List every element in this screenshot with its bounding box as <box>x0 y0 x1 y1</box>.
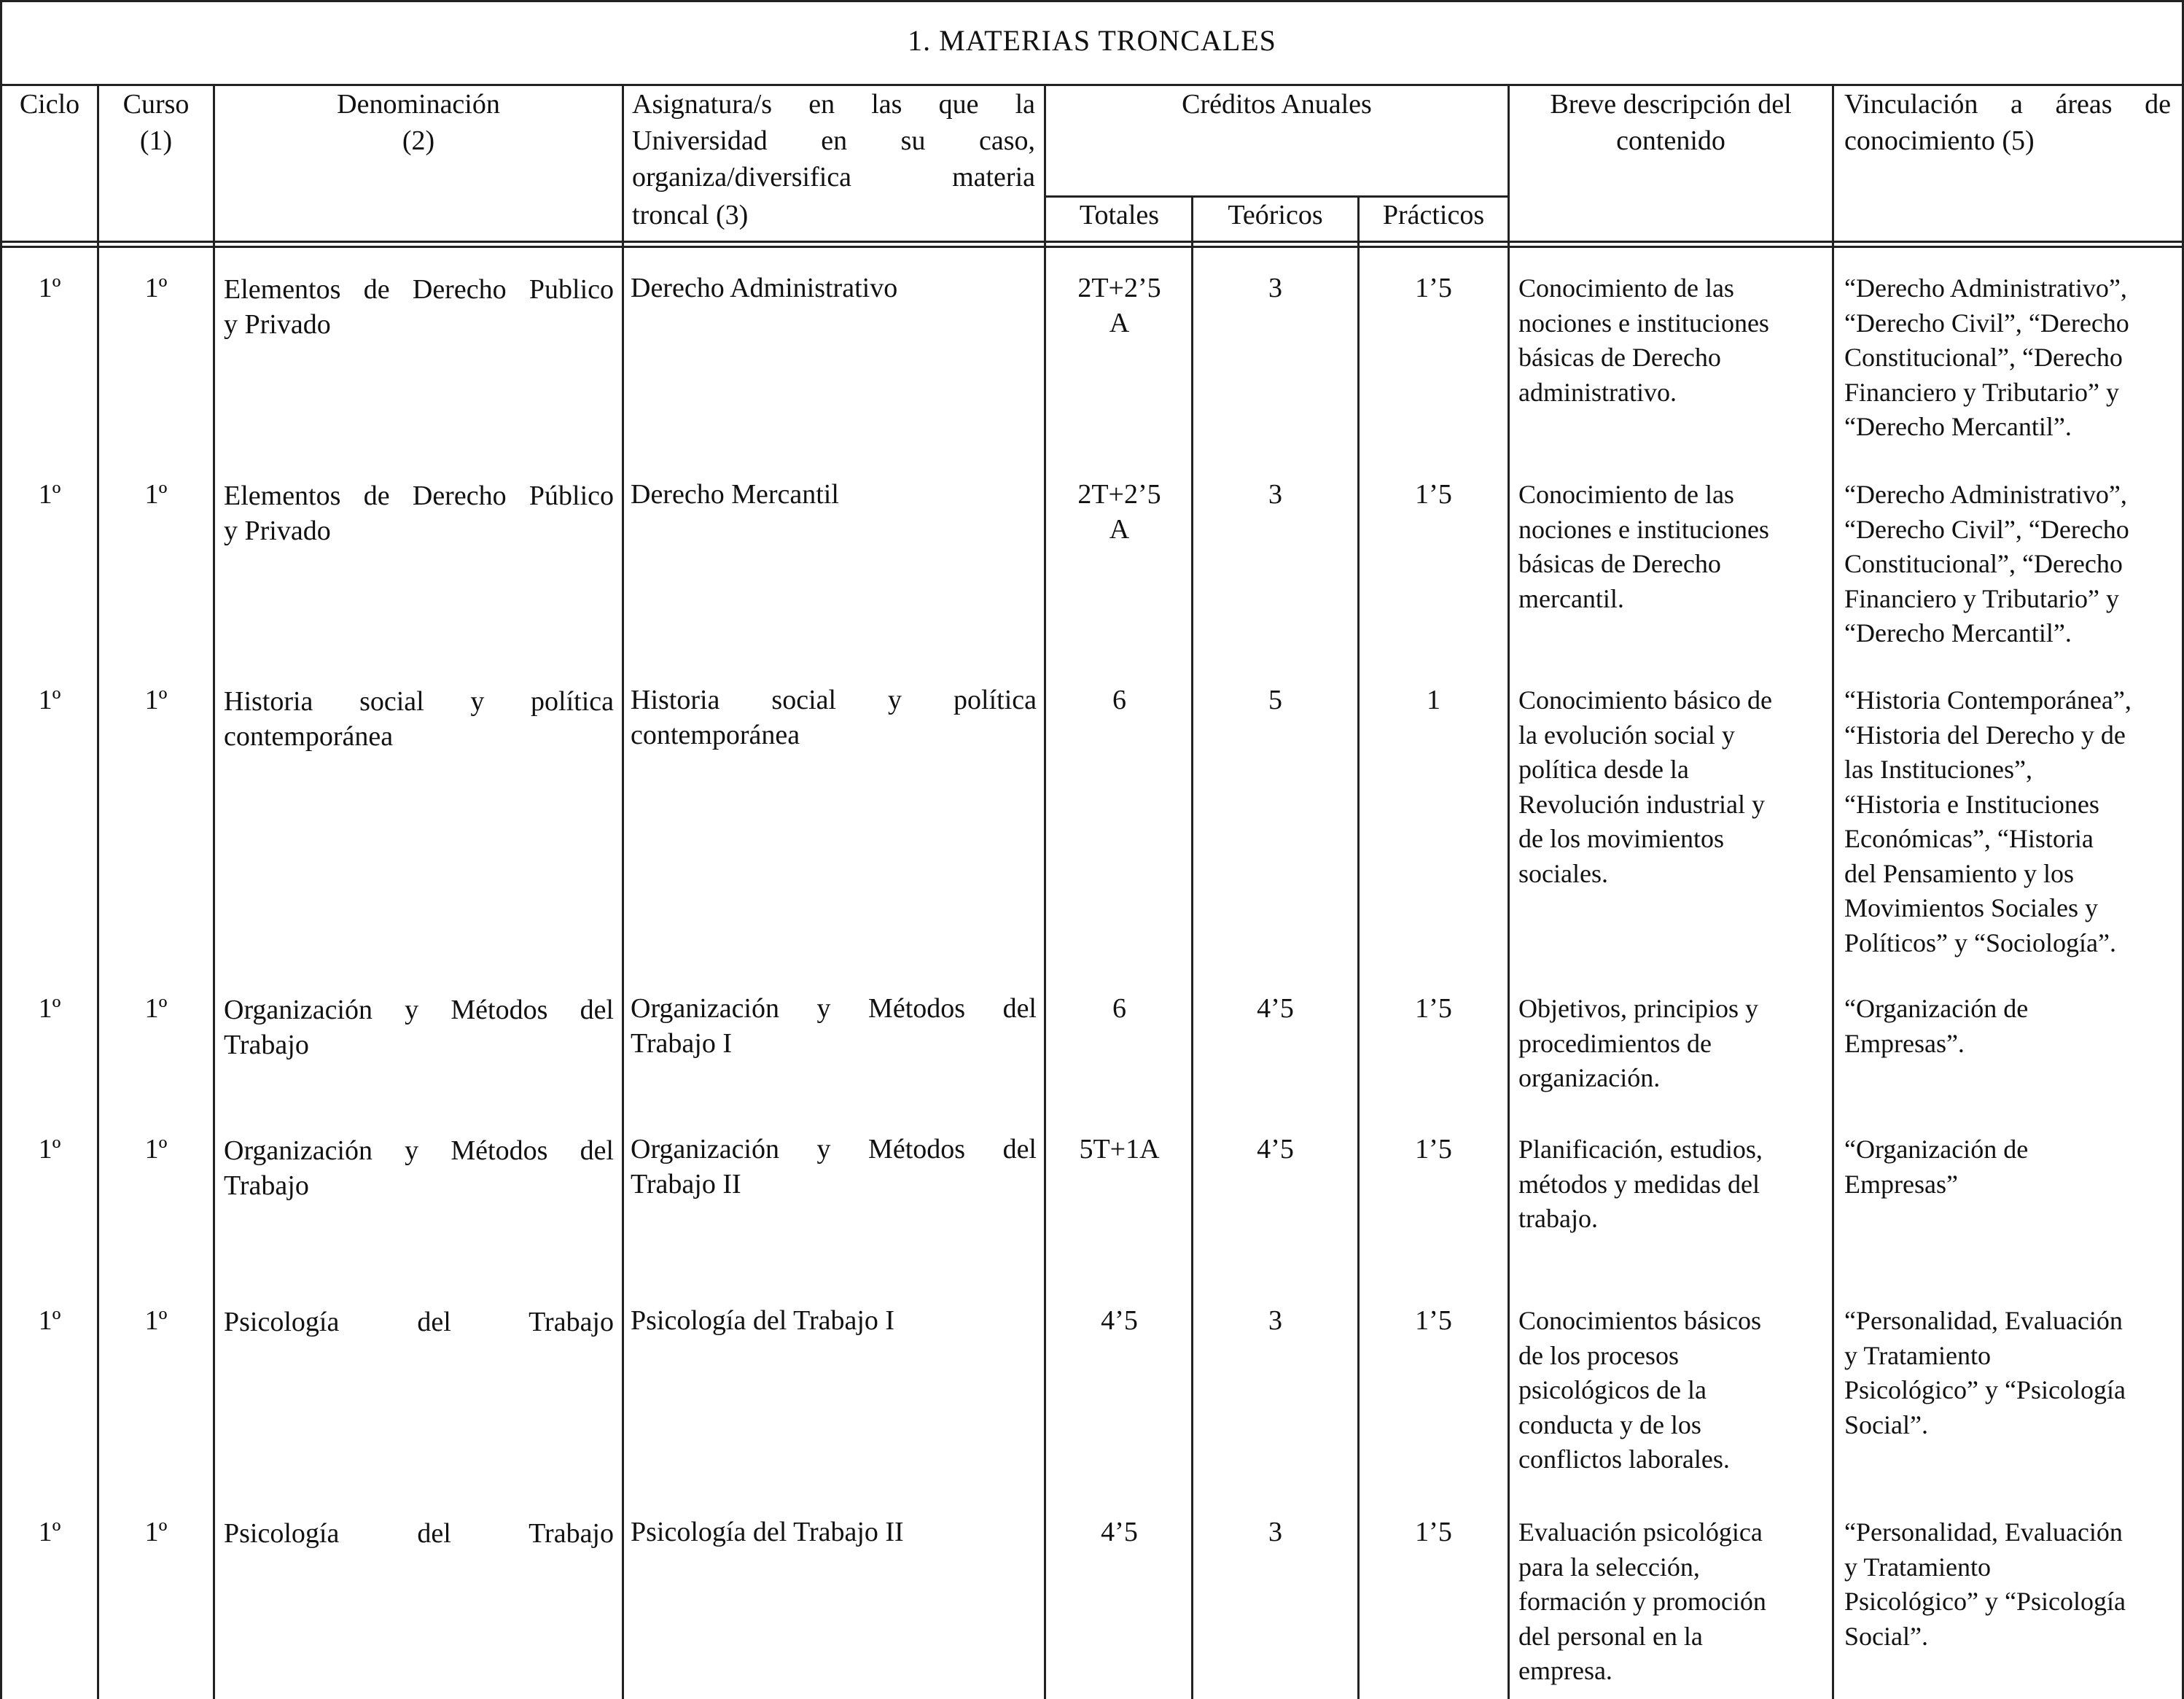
col-divider-curso <box>213 84 215 1699</box>
cell-descripcion-line: Revolución industrial y <box>1518 789 1765 819</box>
header-bottom-line-1 <box>0 241 2184 243</box>
cell-vinculacion-line: del Pensamiento y los <box>1844 858 2074 888</box>
cell-vinculacion-line: Movimientos Sociales y <box>1844 893 2098 922</box>
cell-descripcion-line: métodos y medidas del <box>1518 1169 1760 1199</box>
header-teoricos: Teóricos <box>1228 200 1323 230</box>
col-divider-ciclo <box>97 84 99 1699</box>
cell-vinculacion-line: “Historia Contemporánea”, <box>1844 685 2132 715</box>
header-practicos: Prácticos <box>1382 200 1485 230</box>
cell-practicos: 1’5 <box>1415 1517 1452 1547</box>
cell-descripcion-line: psicológicos de la <box>1518 1375 1707 1404</box>
cell-vinculacion-line: Constitucional”, “Derecho <box>1844 343 2123 372</box>
cell-descripcion-line: del personal en la <box>1518 1621 1703 1651</box>
cell-descripcion-line: Planificación, estudios, <box>1518 1135 1763 1164</box>
col-divider-denominacion <box>622 84 624 1699</box>
cell-ciclo: 1º <box>38 1134 61 1165</box>
table-border-left <box>0 0 2 1699</box>
cell-ciclo: 1º <box>38 685 61 715</box>
cell-curso: 1º <box>144 273 168 303</box>
cell-descripcion-line: para la selección, <box>1518 1552 1700 1582</box>
cell-asignatura-line: Derecho Mercantil <box>631 479 839 510</box>
cell-denominacion-line: y Privado <box>224 308 331 340</box>
cell-denominacion-line: contemporánea <box>224 720 394 752</box>
cell-vinculacion-line: Constitucional”, “Derecho <box>1844 549 2123 578</box>
cell-vinculacion-line: “Derecho Administrativo”, <box>1844 480 2127 509</box>
cell-vinculacion-line: Social”. <box>1844 1621 1928 1651</box>
cell-ciclo: 1º <box>38 273 61 303</box>
cell-totales: 2T+2’5 <box>1077 479 1161 510</box>
cell-vinculacion-line: “Historia e Instituciones <box>1844 789 2099 819</box>
cell-vinculacion-line: Económicas”, “Historia <box>1844 824 2094 853</box>
cell-denominacion-line: Trabajo <box>224 1029 309 1060</box>
cell-curso: 1º <box>144 993 168 1024</box>
col-divider-creditos <box>1508 84 1510 1699</box>
cell-teoricos: 3 <box>1268 273 1282 303</box>
header-asignatura-line: Asignatura/s en las que la <box>632 89 1035 120</box>
cell-totales: 6 <box>1112 685 1126 715</box>
cell-vinculacion-line: “Organización de <box>1844 1135 2029 1164</box>
cell-asignatura-line: Derecho Administrativo <box>631 273 898 303</box>
col-divider-teoricos <box>1357 195 1360 1699</box>
header-breve-descripcion: Breve descripción del <box>1550 89 1792 120</box>
cell-practicos: 1’5 <box>1415 1305 1452 1336</box>
cell-vinculacion-line: Financiero y Tributario” y <box>1844 377 2119 407</box>
cell-totales: 6 <box>1112 993 1126 1024</box>
cell-totales: A <box>1109 307 1130 338</box>
cell-asignatura-line: Psicología del Trabajo II <box>631 1517 904 1547</box>
table-border-top <box>0 0 2184 2</box>
cell-totales: A <box>1109 513 1130 545</box>
cell-descripcion-line: sociales. <box>1518 858 1608 888</box>
cell-descripcion-line: formación y promoción <box>1518 1587 1766 1616</box>
cell-descripcion-line: Evaluación psicológica <box>1518 1517 1763 1547</box>
cell-vinculacion-line: Financiero y Tributario” y <box>1844 583 2119 613</box>
header-curso-note: (1) <box>139 125 173 156</box>
header-curso: Curso <box>122 89 190 120</box>
cell-vinculacion-line: “Derecho Mercantil”. <box>1844 412 2072 441</box>
cell-descripcion-line: Objetivos, principios y <box>1518 994 1758 1023</box>
cell-practicos: 1’5 <box>1415 479 1452 510</box>
header-asignatura-line: Universidad en su caso, <box>632 125 1035 156</box>
header-denominacion-note: (2) <box>402 125 435 156</box>
cell-teoricos: 3 <box>1268 1517 1282 1547</box>
cell-descripcion-line: la evolución social y <box>1518 720 1735 750</box>
cell-denominacion-line: Historia social y política <box>224 686 614 717</box>
cell-teoricos: 3 <box>1268 479 1282 510</box>
cell-vinculacion-line: Psicológico” y “Psicología <box>1844 1375 2126 1404</box>
cell-ciclo: 1º <box>38 1305 61 1336</box>
cell-vinculacion-line: y Tratamiento <box>1844 1340 1992 1370</box>
header-asignatura-line: organiza/diversifica materia <box>632 162 1035 193</box>
cell-practicos: 1’5 <box>1415 273 1452 303</box>
cell-denominacion-line: Organización y Métodos del <box>224 995 614 1025</box>
header-bottom-line-2 <box>0 246 2184 248</box>
cell-denominacion-line: Elementos de Derecho Público <box>224 481 614 511</box>
col-divider-asignatura <box>1044 84 1046 1699</box>
header-totales: Totales <box>1079 200 1160 230</box>
cell-totales: 5T+1A <box>1079 1134 1160 1165</box>
cell-totales: 2T+2’5 <box>1077 273 1161 303</box>
table-title: 1. MATERIAS TRONCALES <box>908 24 1276 57</box>
cell-asignatura-line: Trabajo II <box>631 1168 741 1200</box>
header-ciclo: Ciclo <box>19 89 80 120</box>
cell-descripcion-line: Conocimiento básico de <box>1518 685 1772 715</box>
cell-descripcion-line: trabajo. <box>1518 1204 1598 1233</box>
cell-denominacion-line: Organización y Métodos del <box>224 1135 614 1166</box>
header-breve-descripcion: contenido <box>1616 125 1725 156</box>
cell-curso: 1º <box>144 1134 168 1165</box>
cell-denominacion-line: Psicología del Trabajo <box>224 1518 614 1549</box>
cell-asignatura-line: Organización y Métodos del <box>631 1134 1037 1165</box>
cell-practicos: 1 <box>1427 685 1440 715</box>
cell-teoricos: 5 <box>1268 685 1282 715</box>
cell-curso: 1º <box>144 685 168 715</box>
cell-totales: 4’5 <box>1101 1517 1138 1547</box>
cell-curso: 1º <box>144 1305 168 1336</box>
col-divider-totales <box>1191 195 1193 1699</box>
creditos-subdivider <box>1046 195 1509 198</box>
cell-vinculacion-line: “Personalidad, Evaluación <box>1844 1306 2123 1335</box>
header-vinculacion: Vinculación a áreas de <box>1844 89 2171 120</box>
cell-descripcion-line: procedimientos de <box>1518 1028 1712 1058</box>
header-vinculacion: conocimiento (5) <box>1844 125 2035 156</box>
cell-descripcion-line: empresa. <box>1518 1656 1612 1685</box>
cell-descripcion-line: de los movimientos <box>1518 824 1724 853</box>
cell-descripcion-line: conflictos laborales. <box>1518 1445 1730 1474</box>
cell-descripcion-line: nociones e instituciones <box>1518 514 1769 544</box>
header-creditos-anuales: Créditos Anuales <box>1182 89 1372 120</box>
cell-teoricos: 4’5 <box>1257 1134 1294 1165</box>
cell-vinculacion-line: Empresas”. <box>1844 1028 1965 1058</box>
cell-asignatura-line: Organización y Métodos del <box>631 993 1037 1024</box>
cell-vinculacion-line: Psicológico” y “Psicología <box>1844 1587 2126 1616</box>
cell-descripcion-line: nociones e instituciones <box>1518 308 1769 338</box>
cell-descripcion-line: de los procesos <box>1518 1340 1679 1370</box>
cell-ciclo: 1º <box>38 479 61 510</box>
cell-descripcion-line: organización. <box>1518 1063 1661 1092</box>
col-divider-breve <box>1832 84 1834 1699</box>
cell-vinculacion-line: “Derecho Administrativo”, <box>1844 273 2127 303</box>
title-divider <box>0 84 2184 86</box>
cell-curso: 1º <box>144 1517 168 1547</box>
cell-descripcion-line: Conocimientos básicos <box>1518 1306 1761 1335</box>
cell-denominacion-line: Psicología del Trabajo <box>224 1307 614 1337</box>
cell-descripcion-line: administrativo. <box>1518 377 1677 407</box>
cell-practicos: 1’5 <box>1415 1134 1452 1165</box>
cell-totales: 4’5 <box>1101 1305 1138 1336</box>
cell-asignatura-line: Psicología del Trabajo I <box>631 1305 895 1336</box>
cell-vinculacion-line: “Derecho Mercantil”. <box>1844 618 2072 648</box>
cell-vinculacion-line: “Personalidad, Evaluación <box>1844 1517 2123 1547</box>
cell-descripcion-line: conducta y de los <box>1518 1410 1701 1439</box>
cell-vinculacion-line: “Derecho Civil”, “Derecho <box>1844 514 2129 544</box>
cell-teoricos: 4’5 <box>1257 993 1294 1024</box>
cell-vinculacion-line: “Derecho Civil”, “Derecho <box>1844 308 2129 338</box>
cell-denominacion-line: Trabajo <box>224 1170 309 1201</box>
cell-descripcion-line: básicas de Derecho <box>1518 549 1721 578</box>
cell-asignatura-line: contemporánea <box>631 719 800 750</box>
cell-denominacion-line: Elementos de Derecho Publico <box>224 274 614 305</box>
cell-vinculacion-line: y Tratamiento <box>1844 1552 1992 1582</box>
cell-descripcion-line: básicas de Derecho <box>1518 343 1721 372</box>
header-asignatura-line: troncal (3) <box>632 200 749 230</box>
cell-vinculacion-line: Empresas” <box>1844 1169 1958 1199</box>
cell-asignatura-line: Historia social y política <box>631 685 1037 715</box>
cell-ciclo: 1º <box>38 1517 61 1547</box>
cell-curso: 1º <box>144 479 168 510</box>
cell-ciclo: 1º <box>38 993 61 1024</box>
cell-practicos: 1’5 <box>1415 993 1452 1024</box>
cell-descripcion-line: Conocimiento de las <box>1518 273 1734 303</box>
cell-vinculacion-line: las Instituciones”, <box>1844 755 2032 784</box>
cell-vinculacion-line: Social”. <box>1844 1410 1928 1439</box>
cell-vinculacion-line: “Organización de <box>1844 994 2029 1023</box>
cell-descripcion-line: mercantil. <box>1518 583 1624 613</box>
cell-teoricos: 3 <box>1268 1305 1282 1336</box>
cell-vinculacion-line: “Historia del Derecho y de <box>1844 720 2126 750</box>
cell-asignatura-line: Trabajo I <box>631 1027 732 1059</box>
cell-vinculacion-line: Políticos” y “Sociología”. <box>1844 928 2116 957</box>
cell-descripcion-line: política desde la <box>1518 755 1689 784</box>
header-denominacion: Denominación <box>337 89 500 120</box>
cell-denominacion-line: y Privado <box>224 515 331 546</box>
cell-descripcion-line: Conocimiento de las <box>1518 480 1734 509</box>
